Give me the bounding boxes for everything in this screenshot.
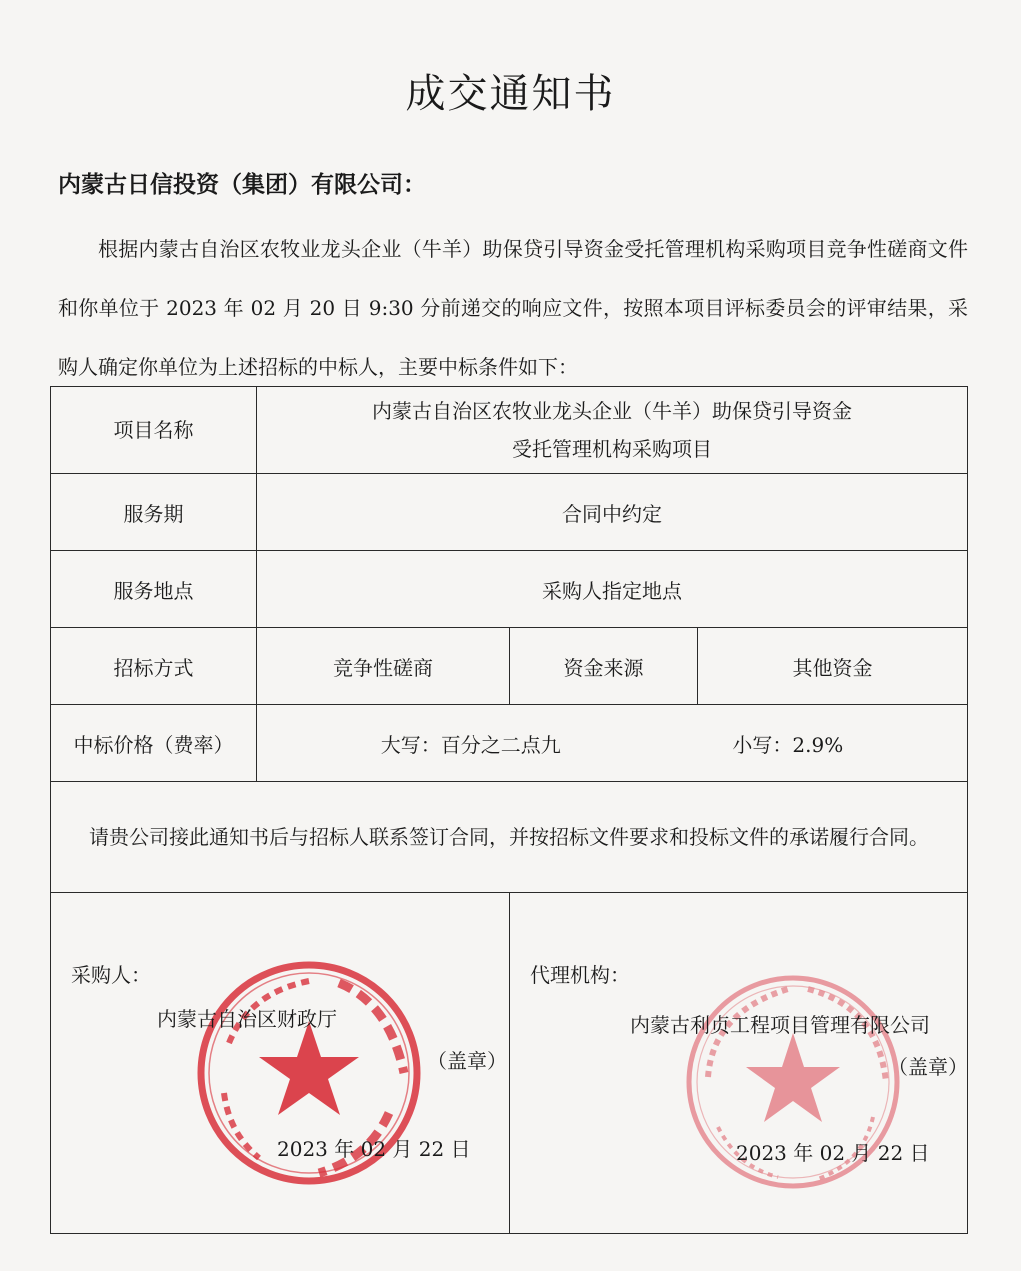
row-service-period [51,474,968,551]
agent-label: 代理机构： [530,963,630,987]
service-period-value: 合同中约定 [257,474,968,551]
fund-source-value: 其他资金 [698,628,968,705]
agent-date: 2023 年 02 月 22 日 [736,1141,930,1165]
row-signatures [51,893,968,1234]
project-name-line1: 内蒙古自治区农牧业龙头企业（牛羊）助保贷引导资金 [372,399,853,423]
award-table [50,386,968,1234]
price-value [257,705,968,782]
agent-seal-note: （盖章） [888,1055,968,1079]
row-project-name [51,387,968,474]
service-location-label: 服务地点 [51,551,257,628]
price-upper: 大写：百分之二点九 [380,732,561,757]
price-label: 中标价格（费率） [51,705,257,782]
body-paragraph: 根据内蒙古自治区农牧业龙头企业（牛羊）助保贷引导资金受托管理机构采购项目竞争性磋商文件和你单位于 2023 年 02 月 20 日 9:30 分前递交的响应文件，按照本项目评标委员会的评审结果，采购人确定你单位为上述招标的中标人，主要中标条件如下： [58,237,968,379]
project-name-value [257,387,968,474]
purchaser-name: 内蒙古自治区财政厅 [157,1007,337,1031]
row-notice [51,782,968,893]
addressee: 内蒙古日信投资（集团）有限公司： [58,172,426,198]
row-service-location [51,551,968,628]
notice-text: 请贵公司接此通知书后与招标人联系签订合同，并按招标文件要求和投标文件的承诺履行合同。 [51,782,968,893]
project-name-line2: 受托管理机构采购项目 [512,437,713,461]
agent-name: 内蒙古利贞工程项目管理有限公司 [630,1013,930,1037]
purchaser-label: 采购人： [71,963,151,987]
fund-source-label: 资金来源 [510,628,698,705]
agent-signature-cell [510,893,968,1234]
bid-method-label: 招标方式 [51,628,257,705]
purchaser-seal-note: （盖章） [427,1049,507,1073]
document-title: 成交通知书 [405,71,616,117]
service-location-value: 采购人指定地点 [257,551,968,628]
purchaser-signature-cell [51,893,510,1234]
project-name-label: 项目名称 [51,387,257,474]
row-price [51,705,968,782]
bid-method-value: 竞争性磋商 [257,628,510,705]
purchaser-date: 2023 年 02 月 22 日 [277,1137,471,1161]
row-bid-method [51,628,968,705]
service-period-label: 服务期 [51,474,257,551]
price-lower: 小写：2.9% [732,732,844,757]
